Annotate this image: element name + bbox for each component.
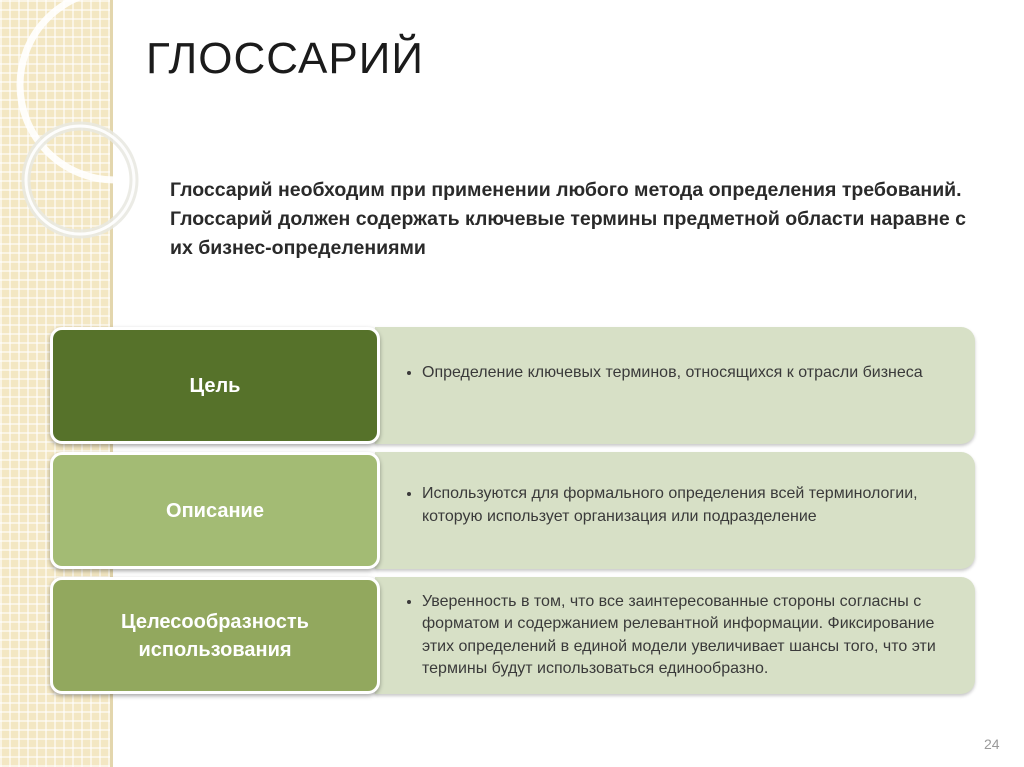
row-description-box <box>375 327 975 444</box>
row-label-box <box>50 577 380 694</box>
row-label: Цель <box>189 374 241 397</box>
row-description-box <box>375 577 975 694</box>
row-label: Описание <box>166 499 264 522</box>
row-bullet-text: • Определение ключевых терминов, относящихся к отрасли бизнеса <box>422 362 923 385</box>
slide-title: ГЛОССАРИЙ <box>146 34 424 83</box>
page-number: 24 <box>984 736 1000 752</box>
row-bullet-text: • Используются для формального определения всей терминологии, которую использует организация или подразделение <box>422 483 945 528</box>
row-usefulness <box>50 577 975 694</box>
row-label: Целесообразность использования <box>121 610 309 661</box>
intro-paragraph: Глоссарий необходим при применении любого метода определения требований. Глоссарий должен содержать ключевые термины предметной области наравне с их бизнес-определениями <box>170 179 966 259</box>
row-goal <box>50 327 975 444</box>
row-description-box <box>375 452 975 569</box>
decorative-circles <box>0 0 140 260</box>
row-label-box <box>50 327 380 444</box>
row-description <box>50 452 975 569</box>
row-label-box <box>50 452 380 569</box>
row-bullet-text: • Уверенность в том, что все заинтересованные стороны согласны с форматом и содержанием релевантной информации. Фиксирование этих определений в единой модели увеличивает шансы того, что эти термины будут использоваться единообразно. <box>422 591 945 681</box>
